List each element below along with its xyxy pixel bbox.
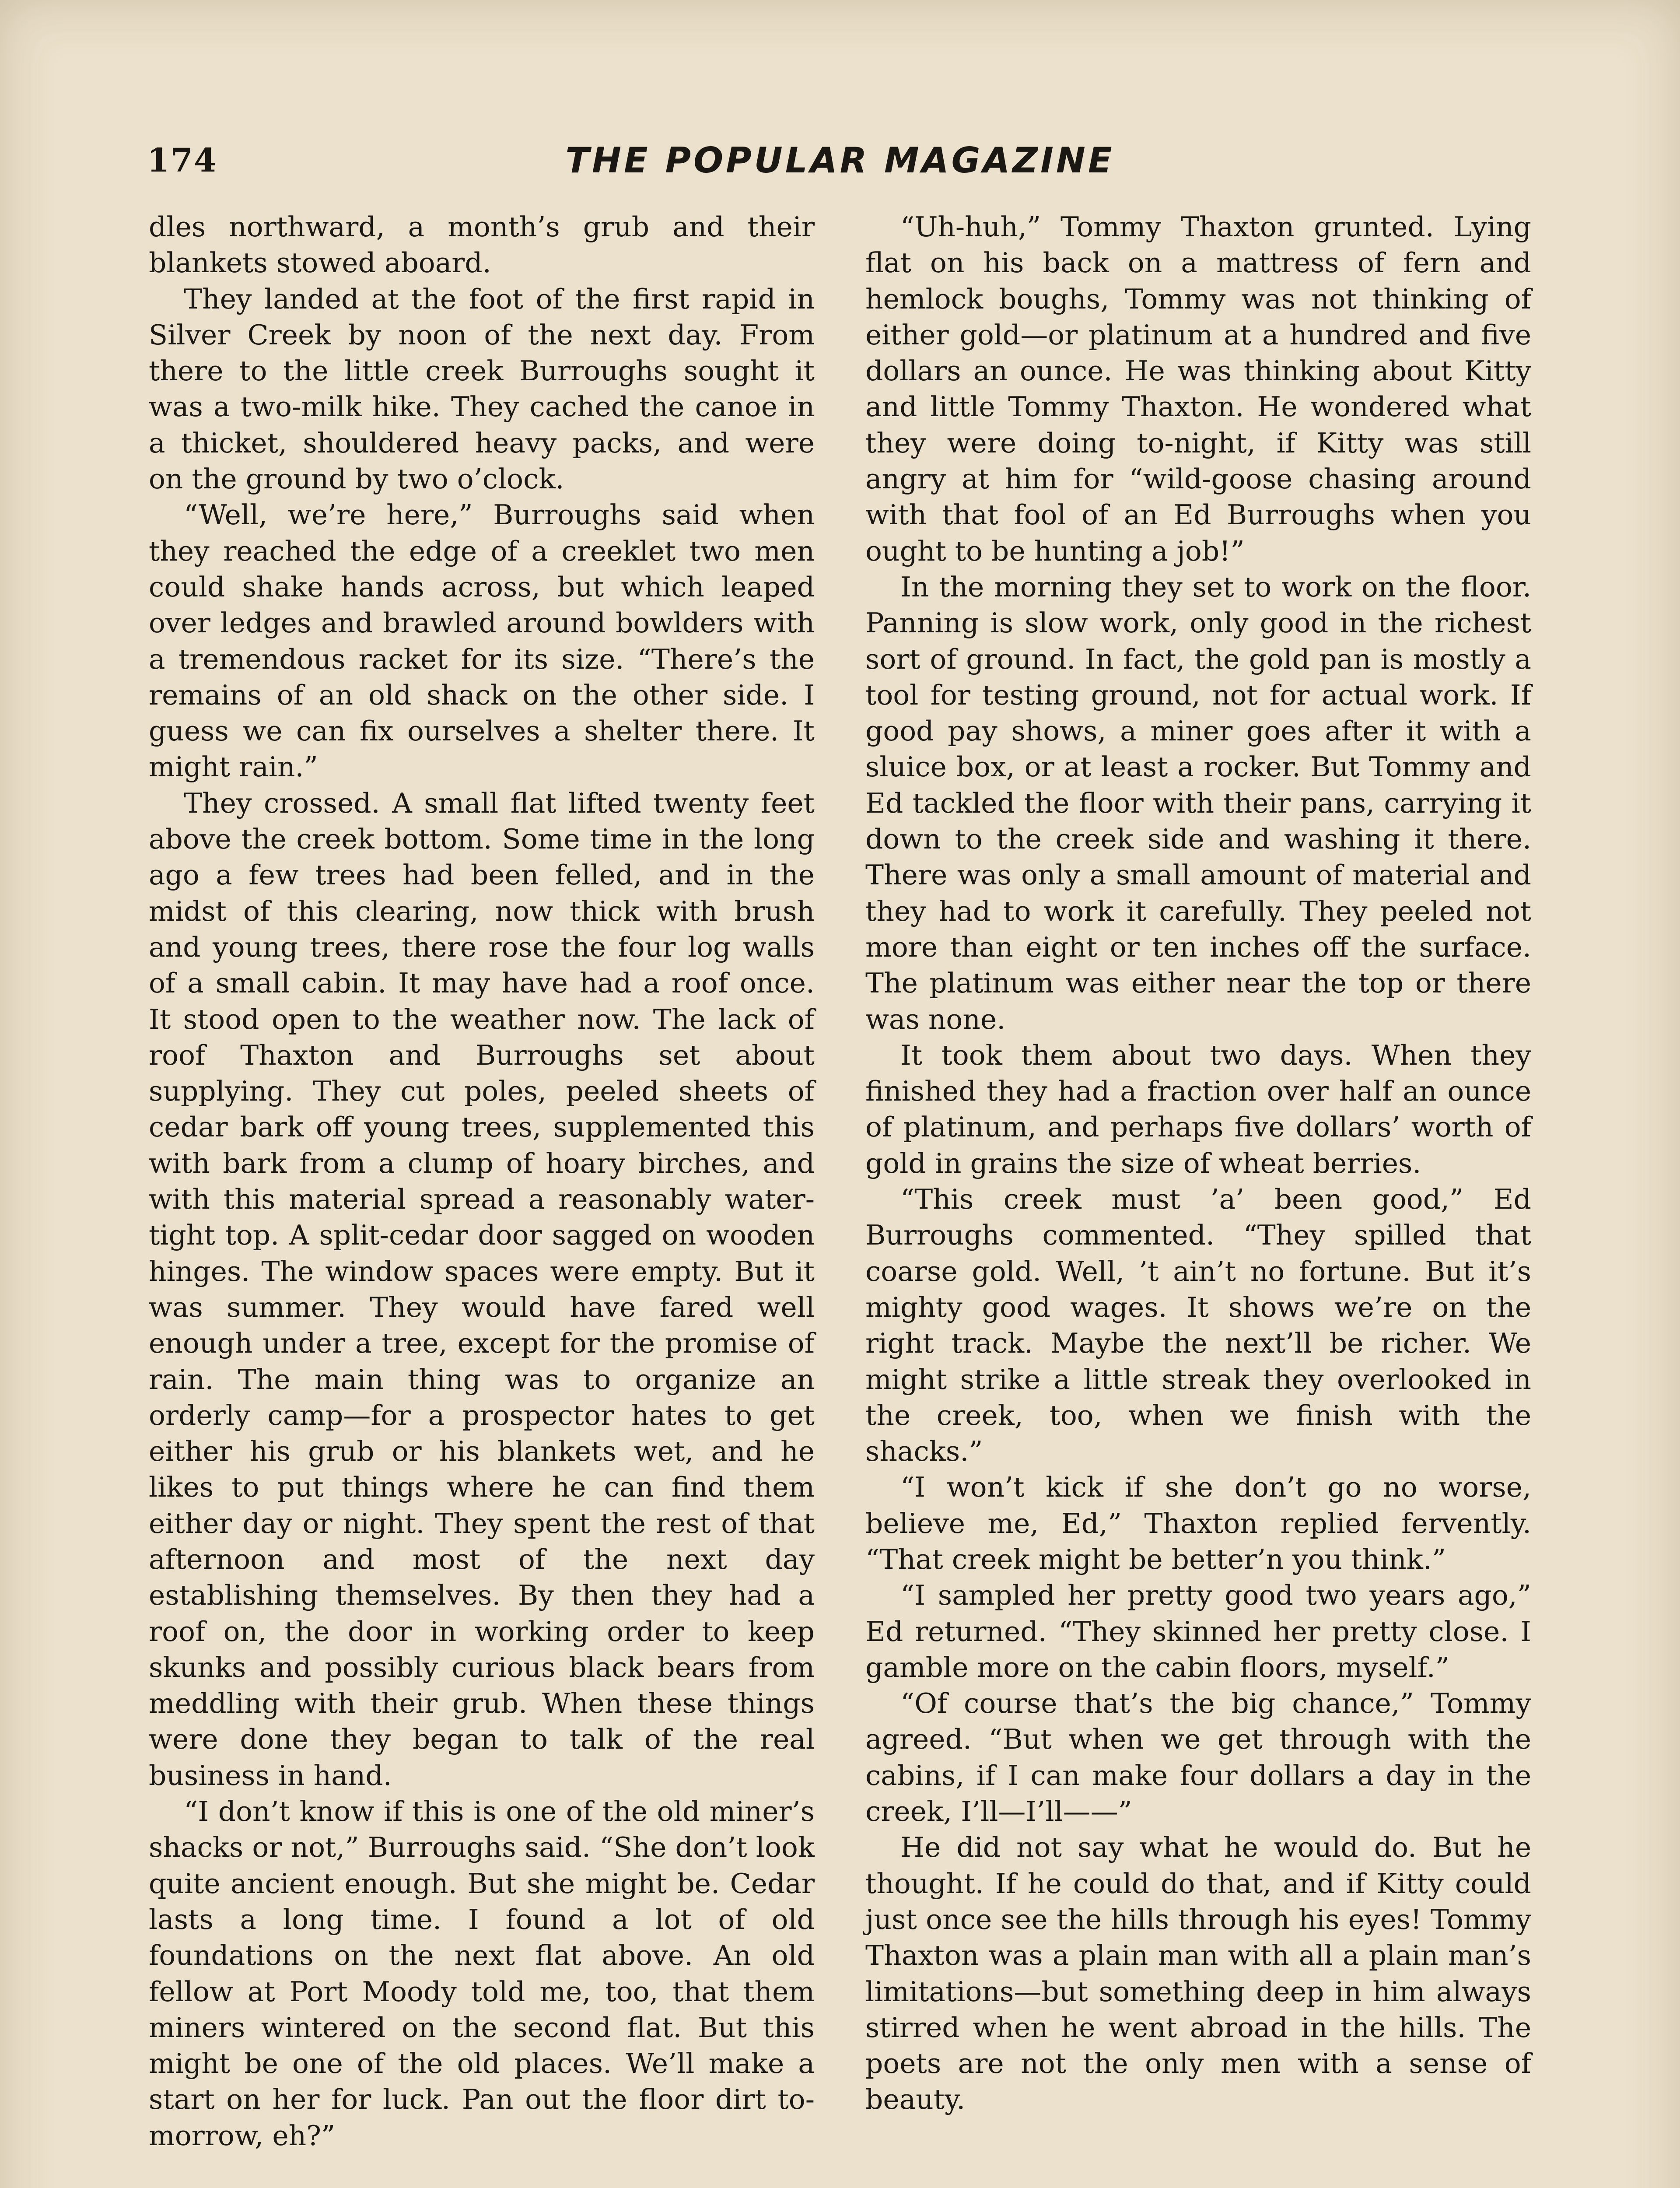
paragraph: They crossed. A small flat lifted twenty feet above the creek bottom. Some time in the long ago a few trees had been felled, and in the midst of this clearing, now thick with brush and young trees, there rose the four log walls of a small cabin. It may have had a roof once. It stood open to the weather now. The lack of roof Thaxton and Burroughs set about supplying. They cut poles, peeled sheets of cedar bark off young trees, supplemented this with bark from a clump of hoary birches, and with this material spread a reasonably water-tight top. A split-cedar door sagged on wooden hinges. The window spaces were empty. But it was summer. They would have fared well enough under a tree, except for the promise of rain. The main thing was to organize an orderly camp—for a prospector hates to get either his grub or his blankets wet, and he likes to put things where he can find them either day or night. They spent the rest of that afternoon and most of the next day establishing themselves. By then they had a roof on, the door in working order to keep skunks and possibly curious black bears from meddling with their grub. When these things were done they began to talk of the real business in hand. <box>149 787 815 1792</box>
text-columns <box>149 209 1531 2188</box>
running-head: THE POPULAR MAGAZINE <box>565 140 1115 181</box>
paragraph: “I sampled her pretty good two years ago,” Ed returned. “They skinned her pretty close. I gamble more on the cabin floors, myself.” <box>865 1579 1531 1683</box>
paragraph: They landed at the foot of the first rapid in Silver Creek by noon of the next day. From there to the little creek Burroughs sought it was a two-milk hike. They cached the canoe in a thicket, shouldered heavy packs, and were on the ground by two o’clock. <box>149 283 815 495</box>
page-header <box>147 137 1533 185</box>
paragraph: “This creek must ’a’ been good,” Ed Burroughs commented. “They spilled that coarse gold. Well, ’t ain’t no fortune. But it’s mighty good wages. It shows we’re on the right track. Maybe the next’ll be richer. We might strike a little streak they overlooked in the creek, too, when we finish with the shacks.” <box>865 1183 1531 1468</box>
paragraph: “I won’t kick if she don’t go no worse, believe me, Ed,” Thaxton replied fervently. “That creek might be better’n you think.” <box>865 1471 1531 1575</box>
paragraph: “I don’t know if this is one of the old miner’s shacks or not,” Burroughs said. “She don’t look quite ancient enough. But she might be. Cedar lasts a long time. I found a lot of old foundations on the next flat above. An old fellow at Port Moody told me, too, that them miners wintered on the second flat. But this might be one of the old places. We’ll make a start on her for luck. Pan out the floor dirt to-morrow, eh?” <box>149 1795 815 2152</box>
paragraph: “Uh-huh,” Tommy Thaxton grunted. Lying flat on his back on a mattress of fern and hemlock boughs, Tommy was not thinking of either gold—or platinum at a hundred and five dollars an ounce. He was thinking about Kitty and little Tommy Thaxton. He wondered what they were doing to-night, if Kitty was still angry at him for “wild-goose chasing around with that fool of an Ed Burroughs when you ought to be hunting a job!” <box>865 211 1531 567</box>
paragraph: He did not say what he would do. But he thought. If he could do that, and if Kitty could just once see the hills through his eyes! Tommy Thaxton was a plain man with all a plain man’s limitations—but something deep in him always stirred when he went abroad in the hills. The poets are not the only men with a sense of beauty. <box>865 1831 1531 2116</box>
paragraph: “Of course that’s the big chance,” Tommy agreed. “But when we get through with the cabins, if I can make four dollars a day in the creek, I’ll—I’ll——” <box>865 1687 1531 1828</box>
paragraph: dles northward, a month’s grub and their blankets stowed aboard. <box>149 211 815 279</box>
paragraph: “Well, we’re here,” Burroughs said when they reached the edge of a creeklet two men could shake hands across, but which leaped over ledges and brawled around bowlders with a tremendous racket for its size. “There’s the remains of an old shack on the other side. I guess we can fix ourselves a shelter there. It might rain.” <box>149 499 815 783</box>
left-column <box>149 209 815 2188</box>
right-column <box>865 209 1531 2188</box>
page-number: 174 <box>147 142 217 179</box>
paragraph: In the morning they set to work on the floor. Panning is slow work, only good in the richest sort of ground. In fact, the gold pan is mostly a tool for testing ground, not for actual work. If good pay shows, a miner goes after it with a sluice box, or at least a rocker. But Tommy and Ed tackled the floor with their pans, carrying it down to the creek side and washing it there. There was only a small amount of material and they had to work it carefully. They peeled not more than eight or ten inches off the surface. The platinum was either near the top or there was none. <box>865 571 1531 1035</box>
paragraph: It took them about two days. When they finished they had a fraction over half an ounce of platinum, and perhaps five dollars’ worth of gold in grains the size of wheat berries. <box>865 1039 1531 1179</box>
